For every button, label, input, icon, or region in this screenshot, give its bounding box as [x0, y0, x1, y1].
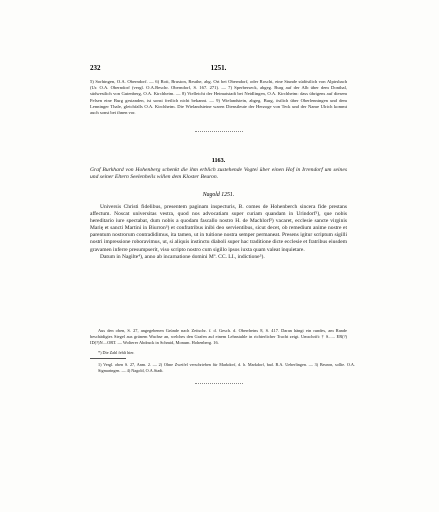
place-date: Nagold 1251. — [202, 192, 235, 198]
charter-text — [90, 204, 347, 261]
charter-paragraph: Universis Christi fidelibus, presentem paginam inspecturis, B. comes de Hohenberch sincera fide prestans affectum. Noscat universitas vestra, quod nos advocatiam super curiam quandam in Urindorf¹), que nobis hereditario iure spectabat, dum nobis a quodam fascallo nostro H. de Machlorf²) vacaret, ecclesie sancte virginis Marię et sancti Martini in Biurron³) et confratribus inibi deo servientibus, sicut decet, ob remedium anime nostre et parentum nostrorum contradidimus, ita tamen, ut in tuitione nostra semper permaneat. Presens igitur scriptum sigilli nostri impressione roboravimus, ut, si aliquis instinctu diaboli super hac traditione dicte ecclesie et fratribus eiusdem gravamen inferre presumpserit, viso scripto nostro cum sigillo ipsos iuxta quam valeat inquietare. — [90, 204, 347, 253]
star-note: *) Die Zahl fehlt hier. — [98, 350, 135, 355]
regest-text: Graf Burkhard von Hohenberg schenkt die ihm erblich zustehende Vogtei über einen Hof in Irrendorf um seines und seiner Eltern Seelenheils willen dem Kloster Beuron. — [90, 167, 347, 181]
critical-apparatus — [90, 328, 347, 346]
running-header — [90, 64, 347, 74]
footnote-text: 1) Vergl. oben S. 27, Anm. 2. — 2) Ohne Zweifel verschrieben für Markdorf, d. h. Markdorf, bad. B.A. Ueberlingen. — 3) Beuron, sollte. O.A. Sigmaringen. — 4) Nagold, O.A.Stadt. — [98, 362, 355, 373]
charter-dating-clause: Datum in Nagilte⁴), anno ab incarnatione domini Mº. CC. LI., indictione⁵). — [100, 253, 265, 260]
footnote-rule — [90, 358, 126, 359]
document-footnotes — [90, 362, 355, 374]
apparatus-text: Aus den oben, S. 27, angegebenen Gründe nach Zeitschr. f. d. Gesch. d. Oberrheins 8, S. 417. Daran hängt ein rundes, am Rande beschädigtes Siegel aus grünem Wachse an, welches den Grafen auf einem Lehnstuhle in richterlicher Tracht zeigt. Umschrift: † S...... ER(?) ID(?)N....ORT. — Wolterer Abdruck in Schmid, Monum. Hohenberg. 16. — [90, 328, 347, 345]
document-regest — [90, 167, 347, 182]
running-year: 1251. — [210, 64, 227, 72]
footnote-block: 5) Sorhingen, O.A. Oberndorf. — 6) Roti, Bruston, Reuthe, abg. Ort bei Oberndorf, oder Roschi, eine Stunde südöstlich von Alpirsbach (Ur. O.A. Oberndorf (vergl. O.A.Beschr. Oberndorf, S. 167. 271). — 7) Sperberseck, abgeg. Burg auf der Alb über dem Donthal, südwestlich von Gutenberg, O.A. Kirchheim. — 8) Vielleicht der Heimatstadt bei Neidlingen, O.A. Kirchheim: dass übrigens auf diesem Felsen eine Burg gestanden, ist sonst freilich nicht bekannt. — 9) Wielandstein, abgeg. Burg, östlich über Oberlenningen und dem Lenninger Thale, gleichfalls O.A. Kirchheim. Die Wielandsteine waren Dienstleute der Herzoge von Teck und der Name Ulrich kommt auch sonst bei ihnen vor. — [90, 79, 347, 116]
section-separator — [195, 131, 243, 132]
document-number: 1163. — [211, 157, 226, 164]
previous-document-footnotes — [90, 79, 347, 116]
page-number: 232 — [90, 64, 101, 72]
bottom-separator — [195, 383, 243, 384]
